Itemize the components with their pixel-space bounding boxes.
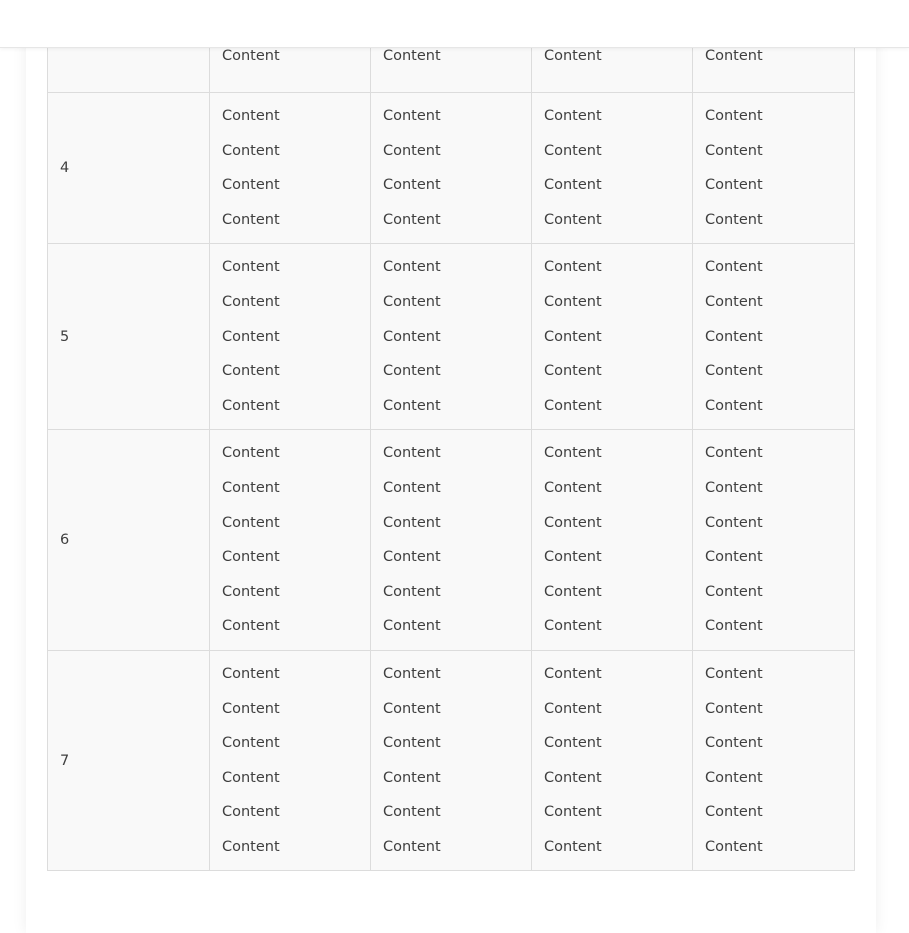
cell-text: Content <box>544 293 602 310</box>
cell-text: Content <box>383 177 441 194</box>
cell-text: Content <box>544 735 602 752</box>
cell-text: Content <box>222 514 280 531</box>
cell-text: Content <box>222 293 280 310</box>
cell-text: Content <box>705 445 763 462</box>
content-panel <box>26 0 876 933</box>
table-cell <box>692 651 854 871</box>
cell-text: Content <box>222 363 280 380</box>
cell-text: Content <box>222 211 280 228</box>
table-cell <box>692 430 854 650</box>
cell-text: Content <box>383 804 441 821</box>
cell-text: Content <box>705 665 763 682</box>
cell-text: Content <box>222 665 280 682</box>
table-row <box>48 243 854 429</box>
cell-text: Content <box>383 328 441 345</box>
cell-text: Content <box>383 48 441 65</box>
cell-text: Content <box>705 735 763 752</box>
cell-text: Content <box>383 142 441 159</box>
cell-text: Content <box>222 397 280 414</box>
cell-text: Content <box>705 328 763 345</box>
cell-text: Content <box>544 665 602 682</box>
cell-text: Content <box>544 397 602 414</box>
cell-text: Content <box>544 108 602 124</box>
row-number-cell <box>48 93 209 243</box>
row-number-cell <box>48 244 209 429</box>
cell-text: Content <box>222 700 280 717</box>
table-cell <box>531 430 692 650</box>
data-table <box>47 0 855 871</box>
table-cell <box>209 651 370 871</box>
cell-text: Content <box>544 583 602 600</box>
cell-text: Content <box>383 293 441 310</box>
cell-text: Content <box>383 108 441 124</box>
cell-text: Content <box>383 769 441 786</box>
cell-text: Content <box>222 142 280 159</box>
cell-text: Content <box>544 259 602 276</box>
cell-text: Content <box>705 618 763 635</box>
table-row <box>48 92 854 243</box>
cell-text: Content <box>383 838 441 855</box>
cell-text: Content <box>544 479 602 496</box>
table-cell <box>370 244 531 429</box>
cell-text: Content <box>222 48 280 65</box>
cell-text: Content <box>544 769 602 786</box>
cell-text: Content <box>222 838 280 855</box>
cell-text: Content <box>222 328 280 345</box>
cell-text: Content <box>383 618 441 635</box>
table-cell <box>370 651 531 871</box>
cell-text: Content <box>705 293 763 310</box>
cell-text: Content <box>705 363 763 380</box>
cell-text: Content <box>222 769 280 786</box>
cell-text: Content <box>383 211 441 228</box>
table-cell <box>370 93 531 243</box>
cell-text: Content <box>222 108 280 124</box>
table-cell <box>370 430 531 650</box>
row-number-cell <box>48 430 209 650</box>
cell-text: Content <box>705 804 763 821</box>
row-number-cell <box>48 651 209 871</box>
cell-text: Content <box>544 618 602 635</box>
cell-text: Content <box>222 583 280 600</box>
cell-text: Content <box>544 838 602 855</box>
cell-text: Content <box>383 363 441 380</box>
table-cell <box>692 244 854 429</box>
cell-text: Content <box>222 618 280 635</box>
cell-text: Content <box>544 549 602 566</box>
cell-text: Content <box>222 177 280 194</box>
cell-text: Content <box>544 211 602 228</box>
cell-text: Content <box>383 665 441 682</box>
cell-text: Content <box>705 142 763 159</box>
cell-text: Content <box>222 259 280 276</box>
cell-text: Content <box>705 211 763 228</box>
top-header-bar <box>0 0 909 48</box>
cell-text: Content <box>544 177 602 194</box>
cell-text: Content <box>222 735 280 752</box>
cell-text: Content <box>222 479 280 496</box>
cell-text: Content <box>705 769 763 786</box>
row-number: 7 <box>60 752 70 769</box>
cell-text: Content <box>544 445 602 462</box>
cell-text: Content <box>544 700 602 717</box>
cell-text: Content <box>544 363 602 380</box>
cell-text: Content <box>705 397 763 414</box>
row-number: 5 <box>60 328 70 345</box>
table-cell <box>531 244 692 429</box>
cell-text: Content <box>705 177 763 194</box>
cell-text: Content <box>705 48 763 65</box>
cell-text: Content <box>705 108 763 124</box>
table-cell <box>209 93 370 243</box>
cell-text: Content <box>383 397 441 414</box>
cell-text: Content <box>705 549 763 566</box>
cell-text: Content <box>544 514 602 531</box>
table-cell <box>692 93 854 243</box>
cell-text: Content <box>222 804 280 821</box>
table-row <box>48 429 854 650</box>
cell-text: Content <box>705 838 763 855</box>
row-number: 4 <box>60 160 70 177</box>
table-row <box>48 650 854 871</box>
cell-text: Content <box>544 328 602 345</box>
cell-text: Content <box>383 583 441 600</box>
cell-text: Content <box>705 514 763 531</box>
cell-text: Content <box>383 479 441 496</box>
cell-text: Content <box>383 735 441 752</box>
cell-text: Content <box>383 700 441 717</box>
cell-text: Content <box>383 259 441 276</box>
cell-text: Content <box>383 549 441 566</box>
cell-text: Content <box>705 479 763 496</box>
cell-text: Content <box>705 583 763 600</box>
cell-text: Content <box>705 700 763 717</box>
table-cell <box>209 430 370 650</box>
cell-text: Content <box>222 549 280 566</box>
row-number: 6 <box>60 532 70 549</box>
table-cell <box>531 93 692 243</box>
cell-text: Content <box>544 142 602 159</box>
cell-text: Content <box>383 445 441 462</box>
table-cell <box>531 651 692 871</box>
cell-text: Content <box>222 445 280 462</box>
table-cell <box>209 244 370 429</box>
cell-text: Content <box>544 804 602 821</box>
cell-text: Content <box>544 48 602 65</box>
cell-text: Content <box>383 514 441 531</box>
cell-text: Content <box>705 259 763 276</box>
